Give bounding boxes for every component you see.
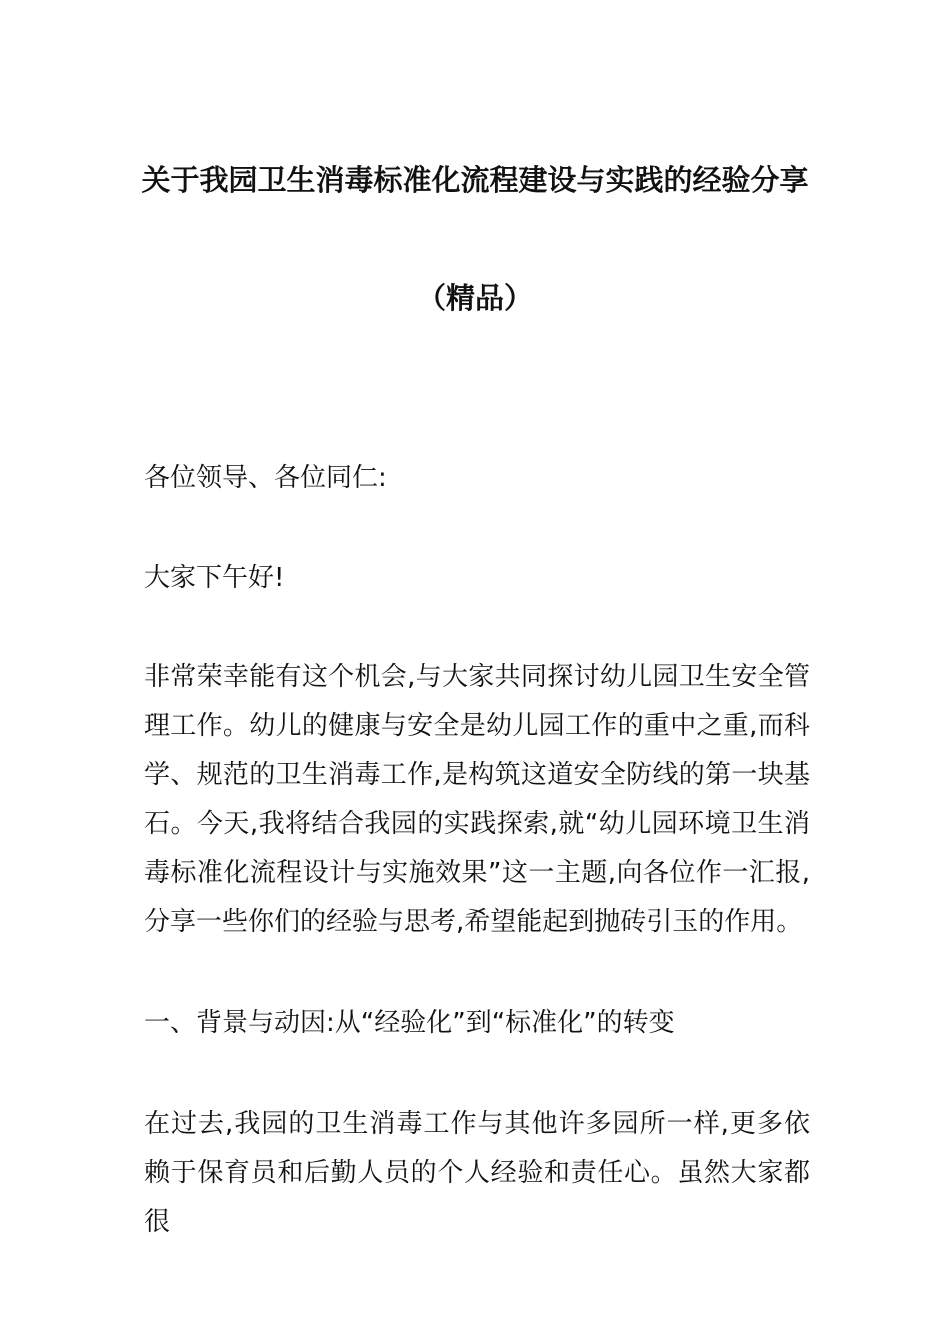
salutation: 各位领导、各位同仁: <box>144 463 387 493</box>
intro-paragraph: 非常荣幸能有这个机会,与大家共同探讨幼儿园卫生安全管理工作。幼儿的健康与安全是幼儿园工作的重中之重,而科学、规范的卫生消毒工作,是构筑这道安全防线的第一块基石。今天,我将结合我园的实践探索,就“幼儿园环境卫生消毒标准化流程设计与实施效果”这一主题,向各位作一汇报,分享一些你们的经验与思考,希望能起到抛砖引玉的作用。 <box>144 662 810 937</box>
document-title: 关于我园卫生消毒标准化流程建设与实践的经验分享 <box>141 163 809 197</box>
greeting: 大家下午好! <box>144 563 285 593</box>
document-subtitle: （精品） <box>416 281 533 315</box>
section-heading: 一、背景与动因:从“经验化”到“标准化”的转变 <box>144 1008 675 1038</box>
section-paragraph: 在过去,我园的卫生消毒工作与其他许多园所一样,更多依赖于保育员和后勤人员的个人经验和责任心。虽然大家都很 <box>144 1109 810 1237</box>
